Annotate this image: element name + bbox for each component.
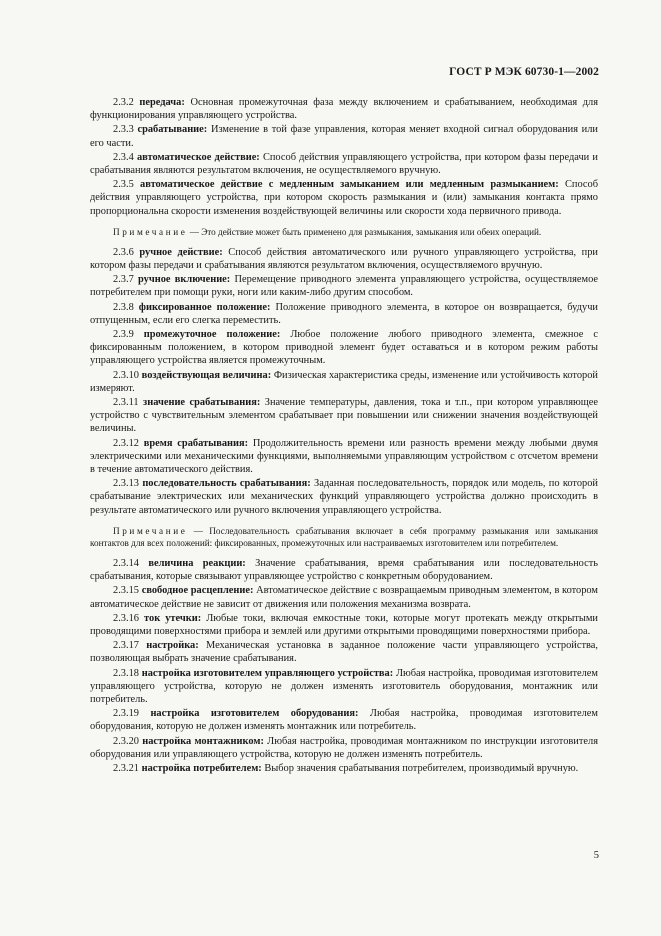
definition-2-3-15: 2.3.15 свободное расцепление: Автоматическое действие с возвращаемым приводным элементом, в котором автоматическое действие не зависит от движения или положения механизма возврата. bbox=[90, 585, 599, 610]
definition-2-3-10: 2.3.10 воздействующая величина: Физическая характеристика среды, изменение или устойчивость которой измеряют. bbox=[90, 369, 598, 394]
definition-2-3-19: 2.3.19 настройка изготовителем оборудования: Любая настройка, проводимая изготовителем оборудования, которую не должен изменять монтажник или потребитель. bbox=[90, 708, 598, 733]
definition-2-3-13: 2.3.13 последовательность срабатывания: Заданная последовательность, порядок или модель, по которой срабатывание электрических или механических функций управляющего устройства должно происходить в результате автоматического или ручного включения управляющего устройства. bbox=[90, 478, 598, 516]
definition-2-3-12: 2.3.12 время срабатывания: Продолжительность времени или разность времени между любыми двумя электрическими или механическими функциями, выполняемыми управляющим устройством с отсчетом времени в течение автоматического действия. bbox=[90, 437, 598, 476]
note-1: Примечание — Это действие может быть применено для размыкания, замыкания или обеих операций. bbox=[113, 226, 542, 237]
definition-2-3-11: 2.3.11 значение срабатывания: Значение температуры, давления, тока и т.п., при котором управляющее устройство с чувствительным элементом срабатывает при повышении или снижении значения воздействующей величины. bbox=[90, 397, 598, 435]
note-2: Примечание — Последовательность срабатывания включает в себя программу размыкания или замыкания контактов для всех положений: фиксированных, промежуточных или настраиваемых изготовителем или потребителем. bbox=[90, 525, 599, 548]
definition-2-3-20: 2.3.20 настройка монтажником: Любая настройка, проводимая монтажником по инструкции изготовителя оборудования или управляющего устройства, которую не должен изменять потребитель. bbox=[90, 735, 598, 760]
definition-2-3-9: 2.3.9 промежуточное положение: Любое положение любого приводного элемента, смежное с фиксированным положением, в котором приводной элемент будет оставаться и в котором режим работы управляющего устройства является промежуточным. bbox=[90, 329, 598, 367]
definition-2-3-16: 2.3.16 ток утечки: Любые токи, включая емкостные токи, которые могут протекать между открытыми проводящими поверхностями прибора и землей или другими открытыми проводящими поверхностями прибора. bbox=[90, 612, 598, 637]
definition-2-3-8: 2.3.8 фиксированное положение: Положение приводного элемента, в которое он возвращается, будучи отпущенным, если его слегка переместить. bbox=[90, 301, 598, 326]
definition-2-3-21: 2.3.21 настройка потребителем: Выбор значения срабатывания потребителем, производимый вручную. bbox=[113, 762, 579, 774]
document-body bbox=[90, 96, 598, 776]
definition-2-3-3: 2.3.3 срабатывание: Изменение в той фазе управления, которая меняет входной сигнал оборудования или его части. bbox=[90, 124, 598, 149]
definition-2-3-18: 2.3.18 настройка изготовителем управляющего устройства: Любая настройка, проводимая изготовителем управляющего устройства, которую не должен изменять изготовитель оборудования, монтажник или потребитель. bbox=[90, 667, 598, 705]
definition-2-3-2: 2.3.2 передача: Основная промежуточная фаза между включением и срабатыванием, необходимая для функционирования управляющего устройства. bbox=[90, 97, 598, 122]
definition-2-3-17: 2.3.17 настройка: Механическая установка в заданное положение части управляющего устройства, позволяющая выбрать значение срабатывания. bbox=[90, 640, 598, 665]
definition-2-3-4: 2.3.4 автоматическое действие: Способ действия управляющего устройства, при котором фазы передачи и срабатывания являются результатом включения, не осуществляемого вручную. bbox=[90, 151, 598, 177]
definition-2-3-7: 2.3.7 ручное включение: Перемещение приводного элемента управляющего устройства, осуществляемое потребителем при помощи руки, ноги или каким-либо другим способом. bbox=[90, 274, 598, 299]
standard-header: ГОСТ Р МЭК 60730-1—2002 bbox=[449, 66, 599, 78]
page-number: 5 bbox=[593, 850, 599, 861]
definition-2-3-5: 2.3.5 автоматическое действие с медленным замыканием или медленным размыканием: Способ действия управляющего устройства, при котором скорость размыкания и (или) замыкания контакта прямо пропорциональна скорости изменения воздействующей величины или скорости хода первичного привода. bbox=[90, 179, 598, 217]
definition-2-3-14: 2.3.14 величина реакции: Значение срабатывания, время срабатывания или последовательность срабатывания, которые связывают управляющее устройство с конкретным оборудованием. bbox=[90, 557, 598, 583]
definition-2-3-6: 2.3.6 ручное действие: Способ действия автоматического или ручного управляющего устройства, при котором фазы передачи и срабатывания являются результатом включения, осуществляемого вручную. bbox=[90, 246, 598, 272]
